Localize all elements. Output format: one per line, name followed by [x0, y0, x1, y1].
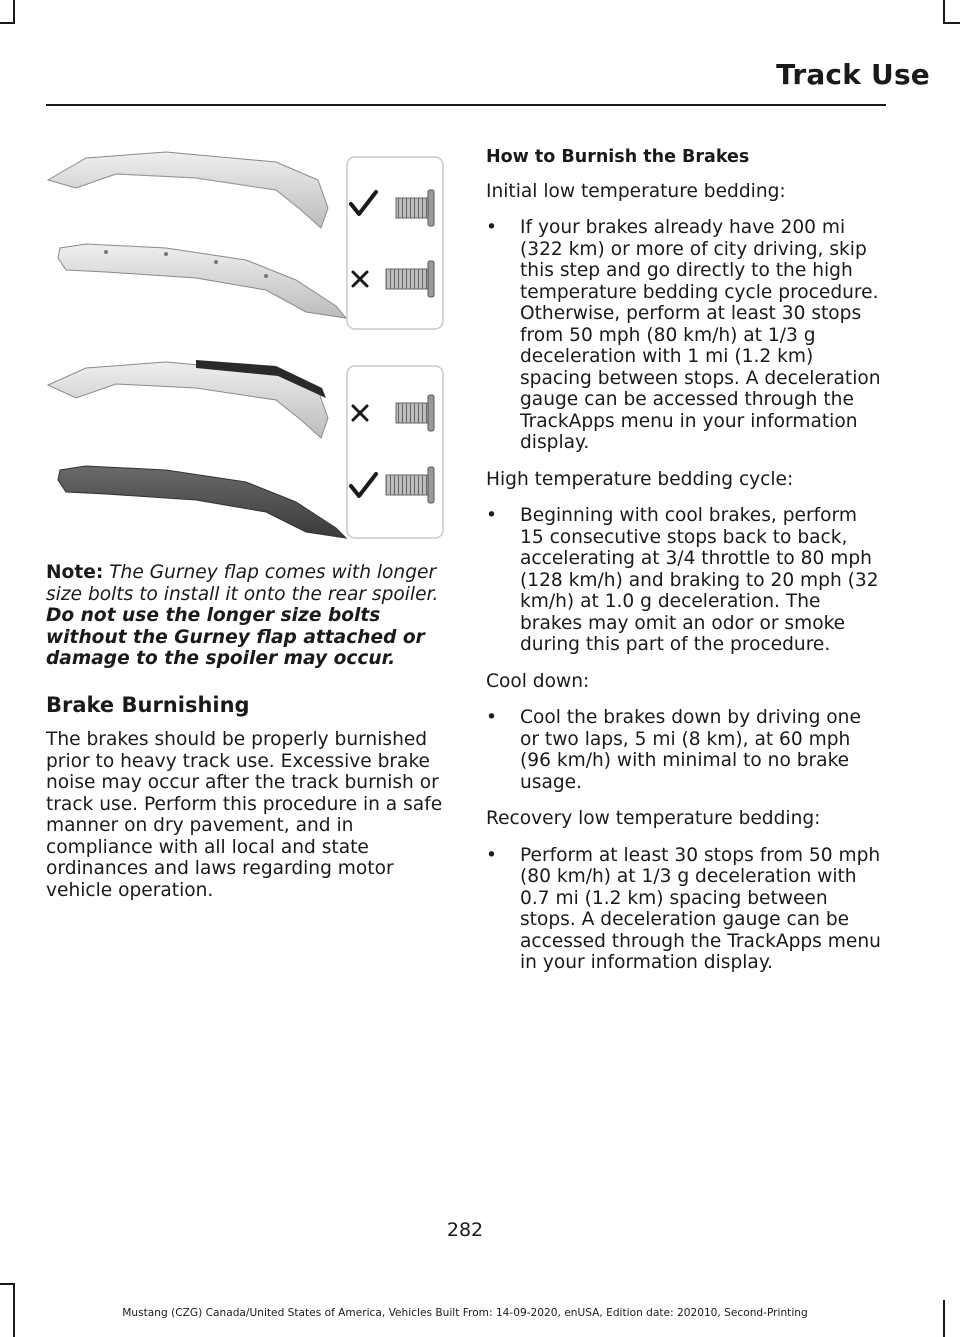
list-item-text: Cool the brakes down by driving one or two laps, 5 mi (8 km), at 60 mph (96 km/h) with minimal to no brake usage. [520, 707, 861, 793]
bullet-icon: • [486, 505, 497, 526]
note-paragraph [46, 562, 448, 670]
left-column [46, 562, 448, 916]
spoiler-bottom [48, 360, 328, 438]
spoiler-base-bottom [58, 466, 346, 538]
step-title: Initial low temperature bedding: [486, 180, 786, 202]
note-label: Note: [46, 562, 104, 583]
note-warning: Do not use the longer size bolts without the Gurney flap attached or damage to the spoiler may occur. [46, 605, 425, 669]
header-divider [46, 104, 886, 106]
section-heading-brake-burnishing: Brake Burnishing [46, 692, 250, 717]
page-number: 282 [446, 1219, 484, 1241]
crop-mark [13, 0, 15, 24]
crop-mark [943, 0, 945, 24]
page-title: Track Use [776, 58, 930, 91]
footer-text: Mustang (CZG) Canada/United States of America, Vehicles Built From: 14-09-2020, enUSA, Edition date: 202010, Second-Printing [122, 1307, 808, 1319]
list-item [486, 217, 882, 454]
list-item-text: Perform at least 30 stops from 50 mph (80 km/h) at 1/3 g deceleration with 0.7 mi (1.2 km) spacing between stops. A deceleration gauge can be accessed through the TrackApps menu in your information display. [520, 844, 881, 973]
spoiler-bolt-illustration [46, 140, 446, 540]
right-column [486, 147, 882, 989]
list-item [486, 707, 882, 793]
bolt-panel-top [347, 157, 443, 329]
crop-mark [0, 22, 15, 24]
step-title: Cool down: [486, 670, 590, 692]
list-item-text: Beginning with cool brakes, perform 15 consecutive stops back to back, accelerating at 3/4 throttle to 80 mph (128 km/h) and braking to 20 mph (32 km/h) at 1.0 g deceleration. The brakes may omit an odor or smoke during this part of the procedure. [520, 505, 879, 655]
list-item [486, 845, 882, 974]
list-item [486, 505, 882, 656]
subsection-heading-how-to: How to Burnish the Brakes [486, 147, 750, 167]
bolt-panel-bottom [347, 366, 443, 538]
crop-mark [943, 22, 960, 24]
bullet-icon: • [486, 844, 497, 866]
crop-mark [0, 1283, 15, 1285]
bullet-icon: • [486, 707, 497, 728]
bullet-icon: • [486, 217, 497, 238]
list-item-text: If your brakes already have 200 mi (322 km) or more of city driving, skip this step and go directly to the high temperature bedding cycle procedure. Otherwise, perform at least 30 stops from 50 mph (80 km/h) at 1/3 g deceleration with 1 mi (1.2 km) spacing between stops. A deceleration gauge can be accessed through the TrackApps menu in your information display. [520, 217, 881, 453]
spoiler-top [48, 152, 328, 228]
brake-burnishing-intro: The brakes should be properly burnished prior to heavy track use. Excessive brake noise may occur after the track burnish or track use. Perform this procedure in a safe manner on dry pavement, and in compliance with all local and state ordinances and laws regarding motor vehicle operation. [46, 729, 443, 901]
note-text: The Gurney flap comes with longer size bolts to install it onto the rear spoiler. [46, 562, 439, 605]
step-title: High temperature bedding cycle: [486, 468, 794, 490]
crop-mark [943, 1300, 945, 1337]
step-title: Recovery low temperature bedding: [486, 808, 821, 829]
spoiler-base-top [58, 244, 346, 318]
